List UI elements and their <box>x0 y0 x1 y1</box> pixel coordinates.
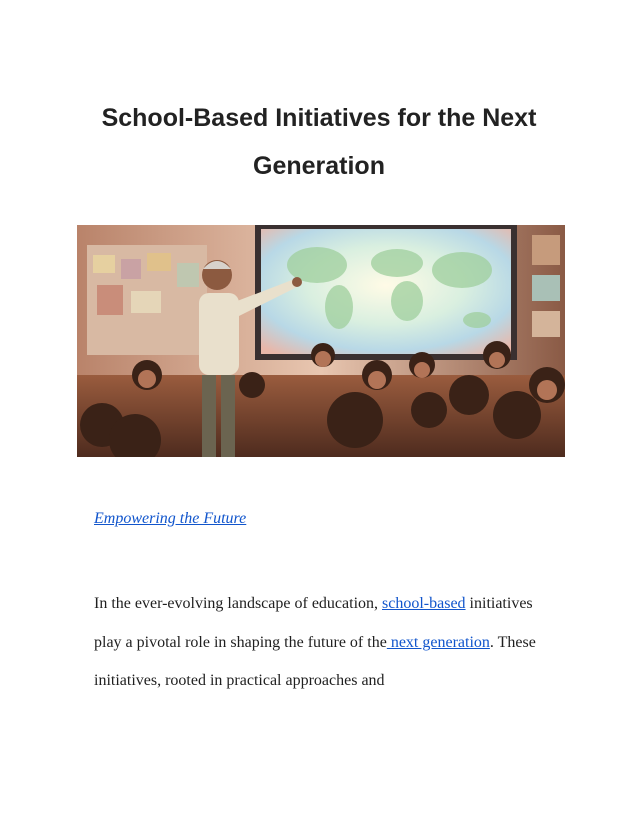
next-generation-link[interactable]: next generation <box>386 633 490 651</box>
paragraph-text-3: . These initiatives, rooted in practical approaches and <box>94 633 536 689</box>
paragraph-text-1: In the ever-evolving landscape of education, <box>94 595 383 612</box>
hero-image <box>77 225 565 457</box>
section-subheading-link[interactable]: Empowering the Future <box>94 510 247 527</box>
body-paragraph <box>94 585 564 701</box>
paragraph-text-2: initiatives play a pivotal role in shaping the future of the <box>94 595 533 651</box>
page-title: School-Based Initiatives for the Next Generation <box>101 104 537 180</box>
school-based-link[interactable]: school-based <box>382 595 466 612</box>
